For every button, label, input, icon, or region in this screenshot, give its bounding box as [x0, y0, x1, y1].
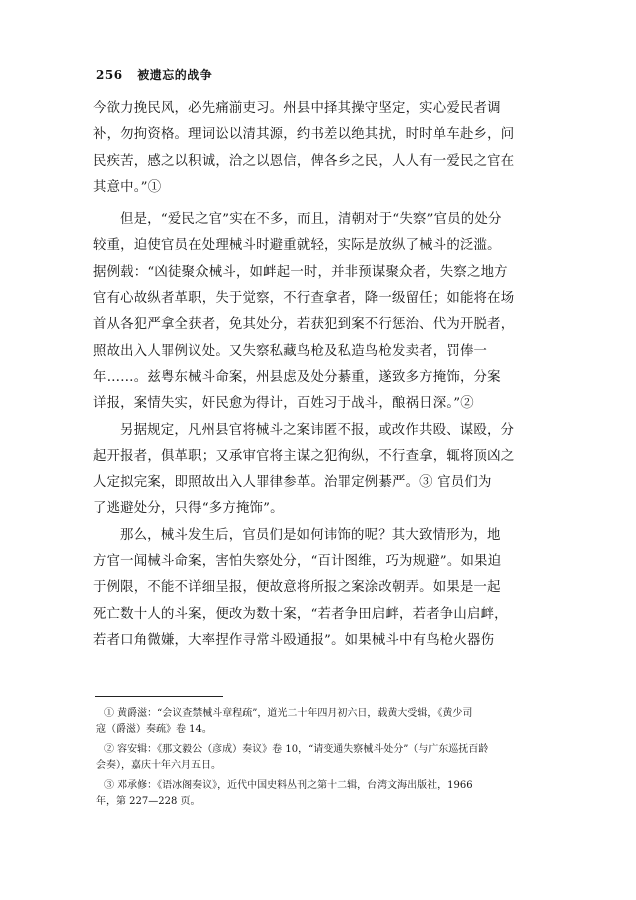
text-line: 死亡数十人的斗案，便改为数十案，“若者争田启衅，若者争山启衅，	[93, 606, 508, 622]
footnote-2-cont: 会奏），嘉庆十年六月五日。	[96, 760, 221, 771]
text-line: 首从各犯严拿全获者，免其处分，若获犯到案不行惩治、代为开脱者，	[93, 317, 515, 333]
footnote-3: ③ 邓承修：《语冰阁奏议》，近代中国史料丛刊之第十二辑，台湾文海出版社，1966	[104, 780, 473, 791]
text-line: 于例限，不能不详细呈报，便故意将所报之案涂改朝弄。如果是一起	[93, 580, 501, 596]
text-line: 照故出入人罪例议处。又失察私藏鸟枪及私造鸟枪发卖者，罚俸一	[93, 343, 488, 359]
text-line: 若者口角微嫌，大率捏作寻常斗殴通报”。如果械斗中有鸟枪火器伤	[93, 632, 495, 648]
text-line: 今欲力挽民风，必先痛湔吏习。州县中择其操守坚定，实心爱民者调	[93, 101, 501, 116]
footnotes	[96, 706, 548, 810]
footnote-3-cont: 年，第 227—228 页。	[96, 796, 201, 807]
text-line: 补，勿拘资格。理词讼以清其源，约书差以绝其扰，时时单车赴乡，问	[93, 127, 515, 143]
footnote-1-cont: 寇（爵滋）奏疏》卷 14。	[96, 724, 212, 735]
paragraph-start-line: 但是，“爱民之官”实在不多，而且，清朝对于“失察”官员的处分	[120, 212, 502, 228]
book-title: 被遗忘的战争	[137, 68, 213, 82]
text-line: 了逃避处分，只得“多方掩饰”。	[93, 501, 284, 517]
text-line: 详报，案情失实，奸民愈为得计，百姓习于战斗，酿祸日深。”②	[93, 396, 474, 412]
paragraph-start-line: 那么，械斗发生后，官员们是如何讳饰的呢？其大致情形为，地	[120, 527, 501, 543]
paragraph-start-line: 另据规定，凡州县官将械斗之案讳匿不报，或改作共殴、谋殴，分	[120, 422, 515, 438]
running-header	[96, 66, 212, 83]
text-line: 年……。兹粤东械斗命案，州县虑及处分綦重，遂致多方掩饰，分案	[93, 369, 501, 385]
text-line: 官有心故纵者革职，失于觉察，不行查拿者，降一级留任；如能将在场	[93, 291, 515, 307]
text-line: 较重，迫使官员在处理械斗时避重就轻，实际是放纵了械斗的泛滥。	[93, 238, 501, 254]
page-number: 256	[96, 68, 123, 82]
text-line: 人定拟完案，即照故出入人罪律参革。治罪定例綦严。③ 官员们为	[93, 475, 492, 491]
footnote-divider	[95, 696, 223, 697]
text-line: 方官一闻械斗命案，害怕失察处分，“百计图维，巧为规避”。如果迫	[93, 554, 502, 570]
text-line: 起开报者，俱革职；又承审官将主谋之犯徇纵，不行查拿，辄将顶凶之	[93, 448, 515, 464]
text-line: 据例载：“凶徒聚众械斗，如衅起一时，并非预谋聚众者，失察之地方	[93, 264, 508, 280]
footnote-1: ① 黄爵滋：“会议查禁械斗章程疏”，道光二十年四月初六日，载黄大受辑，《黄少司	[104, 708, 473, 719]
text-line: 民疾苦，感之以积诚，洽之以恩信，俾各乡之民，人人有一爱民之官在	[93, 153, 515, 169]
main-text	[93, 96, 548, 654]
footnote-2: ② 容安辑：《那文毅公（彦成）奏议》卷 10，“请变通失察械斗处分”（与广东巡抚百龄	[104, 744, 489, 755]
text-line: 其意中。”①	[93, 179, 162, 195]
